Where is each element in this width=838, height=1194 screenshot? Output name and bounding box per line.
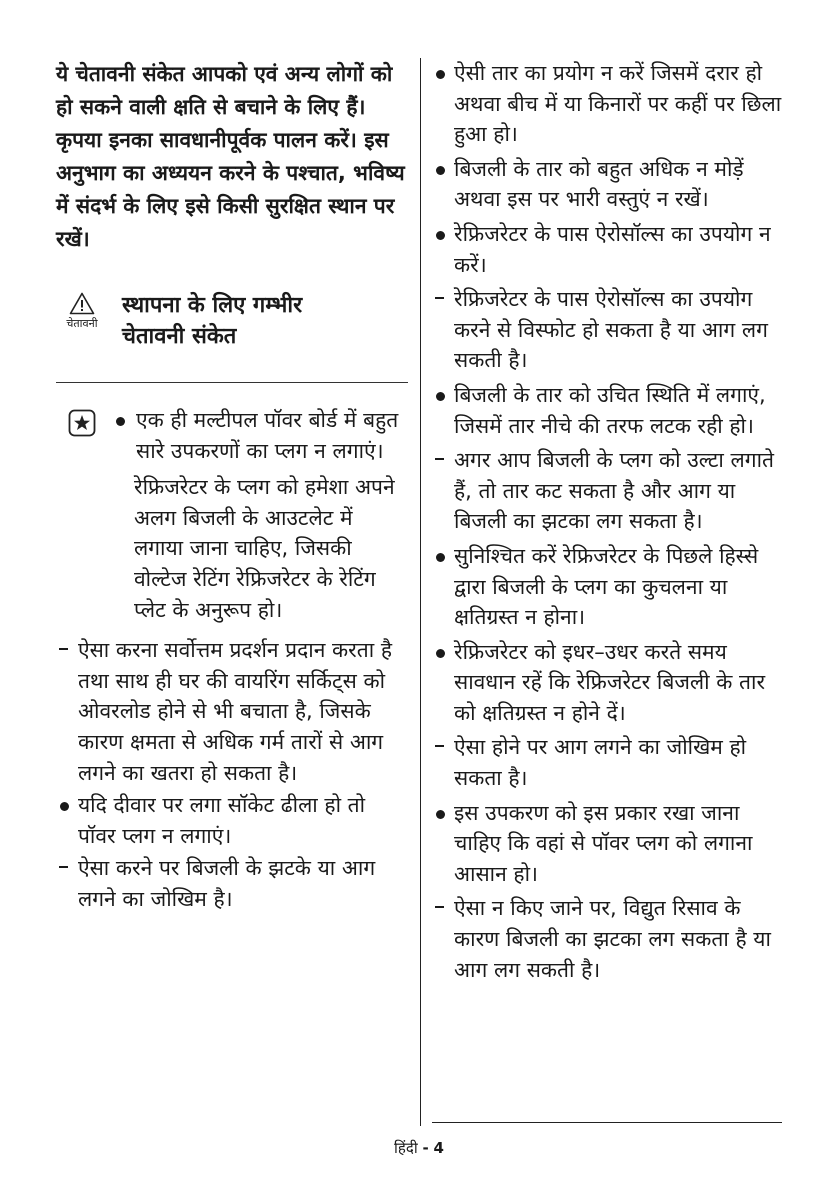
warning-heading — [56, 290, 408, 382]
intro-line-2: कृपया इनका सावधानीपूर्वक पालन करें। इस अनुभाग का अध्ययन करने के पश्चात, भविष्य में संदर्भ के लिए इसे किसी सुरक्षित स्थान पर रखें। — [56, 128, 405, 251]
star-icon — [68, 409, 96, 437]
list-item-text: सुनिश्चित करें रेफ्रिजरेटर के पिछले हिस्से द्वारा बिजली के प्लग का कुचलना या क्षतिग्रस्त न होना। — [454, 543, 759, 630]
list-item-text: रेफ्रिजरेटर को इधर–उधर करते समय सावधान रहें कि रेफ्रिजरेटर बिजली के तार को क्षतिग्रस्त न होने दें। — [454, 639, 766, 725]
list-item — [56, 853, 408, 914]
footer-separator: - — [422, 1139, 429, 1157]
list-item-text: इस उपकरण को इस प्रकार रखा जाना चाहिए कि वहां से पॉवर प्लग को लगाना आसान हो। — [454, 800, 753, 886]
page-number: 4 — [433, 1139, 444, 1157]
list-item-text: रेफ्रिजरेटर के पास ऐरोसॉल्स का उपयोग न करें। — [454, 221, 771, 277]
feature-note: रेफ्रिजरेटर के प्लग को हमेशा अपने अलग बिजली के आउटलेट में लगाया जाना चाहिए, जिसकी वोल्टेज रेटिंग रेफ्रिजरेटर के रेटिंग प्लेट के अनुरूप हो। — [134, 475, 395, 622]
footer-language: हिंदी — [394, 1139, 418, 1157]
list-item — [432, 637, 784, 729]
column-end-rule — [432, 1122, 782, 1123]
feature-bullet — [112, 405, 408, 466]
list-item — [432, 58, 784, 150]
feature-bullet-text: एक ही मल्टीपल पॉवर बोर्ड में बहुत सारे उपकरणों का प्लग न लगाएं। — [136, 408, 399, 463]
list-item — [432, 154, 784, 215]
list-item — [432, 732, 784, 793]
warning-icon-group — [56, 292, 108, 331]
page-footer — [0, 1138, 838, 1158]
list-item-text: ऐसी तार का प्रयोग न करें जिसमें दरार हो अथवा बीच में या किनारों पर कहीं पर छिला हुआ हो। — [454, 61, 782, 147]
warning-icon-label: चेतावनी — [66, 317, 98, 330]
left-list — [56, 635, 408, 914]
list-item — [56, 790, 408, 851]
list-item — [432, 445, 784, 537]
list-item-text: बिजली के तार को बहुत अधिक न मोड़ें अथवा इस पर भारी वस्तुएं न रखें। — [454, 156, 744, 212]
heading-rule — [56, 382, 408, 383]
list-item — [432, 893, 784, 985]
list-item-text: यदि दीवार पर लगा सॉकेट ढीला हो तो पॉवर प्लग न लगाएं। — [78, 793, 366, 848]
list-item-text: रेफ्रिजरेटर के पास ऐरोसॉल्स का उपयोग करने से विस्फोट हो सकता है या आग लग सकती है। — [454, 287, 768, 373]
feature-block — [56, 405, 408, 625]
list-item-text: ऐसा होने पर आग लगने का जोखिम हो सकता है। — [454, 735, 747, 791]
list-item — [432, 284, 784, 376]
list-item — [56, 635, 408, 788]
list-item-text: बिजली के तार को उचित स्थिति में लगाएं, जिसमें तार नीचे की तरफ लटक रही हो। — [454, 382, 766, 438]
right-column — [432, 58, 784, 989]
column-divider — [420, 58, 421, 1126]
list-item — [432, 219, 784, 280]
intro-text — [56, 58, 408, 256]
list-item — [432, 380, 784, 441]
list-item-text: ऐसा करने पर बिजली के झटके या आग लगने का जोखिम है। — [78, 856, 376, 911]
section-title: स्थापना के लिए गम्भीर चेतावनी संकेत — [122, 293, 303, 349]
list-item — [432, 798, 784, 890]
intro-line-1: ये चेतावनी संकेत आपको एवं अन्य लोगों को हो सकने वाली क्षति से बचाने के लिए हैं। — [56, 62, 393, 119]
warning-triangle-icon — [69, 292, 95, 315]
list-item — [432, 541, 784, 633]
left-column — [56, 58, 408, 917]
list-item-text: ऐसा न किए जाने पर, विद्युत रिसाव के कारण बिजली का झटका लग सकता है या आग लग सकती है। — [454, 896, 771, 982]
list-item-text: ऐसा करना सर्वोत्तम प्रदर्शन प्रदान करता है तथा साथ ही घर की वायरिंग सर्किट्स को ओवरलोड होने से भी बचाता है, जिसके कारण क्षमता से अधिक गर्म तारों से आग लगने का खतरा हो सकता है। — [78, 638, 392, 785]
list-item-text: अगर आप बिजली के प्लग को उल्टा लगाते हैं, तो तार कट सकता है और आग या बिजली का झटका लग सकता है। — [454, 448, 775, 534]
